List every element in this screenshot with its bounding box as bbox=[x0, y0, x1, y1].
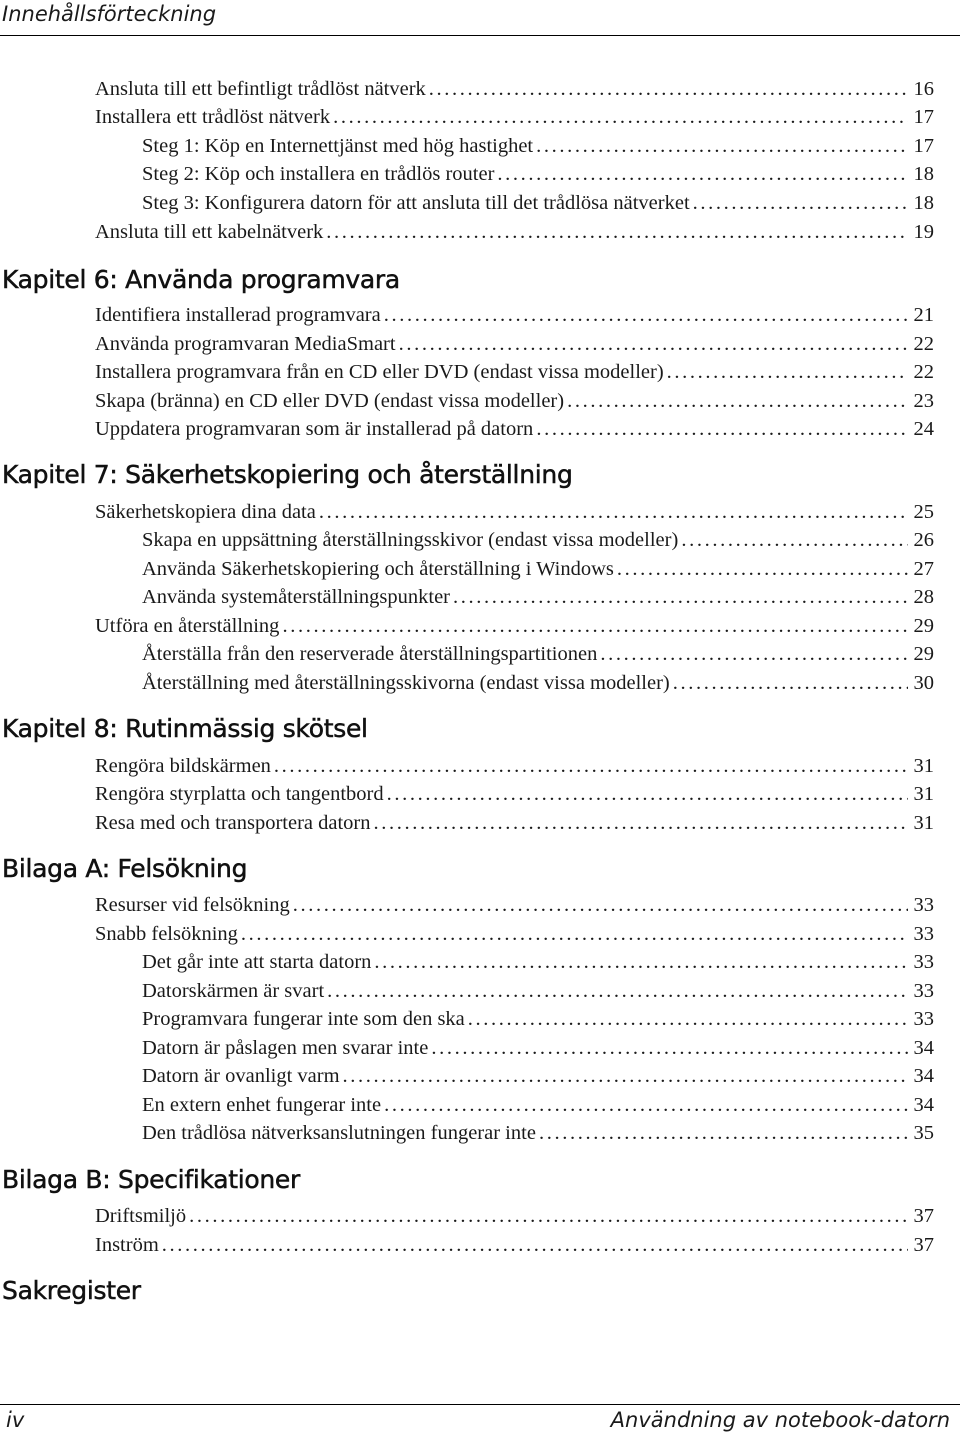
dot-leader bbox=[274, 753, 908, 779]
toc-entry-title: Säkerhetskopiera dina data bbox=[95, 501, 316, 523]
dot-leader bbox=[399, 331, 908, 357]
toc-page-number: 31 bbox=[913, 812, 934, 834]
dot-leader bbox=[468, 1006, 908, 1032]
toc-entry-datorskarmen-ar-svart[interactable] bbox=[142, 978, 934, 1004]
toc-page-number: 16 bbox=[913, 78, 934, 100]
dot-leader bbox=[693, 190, 908, 216]
toc-entry-rengora-bildskarmen[interactable] bbox=[95, 753, 934, 779]
toc-page-number: 34 bbox=[913, 1094, 934, 1116]
toc-page-number: 25 bbox=[913, 501, 934, 523]
dot-leader bbox=[673, 670, 908, 696]
dot-leader bbox=[497, 161, 907, 187]
dot-leader bbox=[387, 781, 908, 807]
toc-page-number: 23 bbox=[913, 390, 934, 412]
toc-page-number: 29 bbox=[913, 615, 934, 637]
toc-entry-title: Programvara fungerar inte som den ska bbox=[142, 1008, 465, 1030]
toc-page-number: 19 bbox=[913, 221, 934, 243]
toc-entry-title: Datorn är påslagen men svarar inte bbox=[142, 1037, 429, 1059]
toc-entry-programvara-fungerar-inte-som-den-ska[interactable] bbox=[142, 1006, 934, 1032]
toc-page-number: 27 bbox=[913, 558, 934, 580]
toc-page-number: 33 bbox=[913, 894, 934, 916]
toc-entry-title: Uppdatera programvaran som är installerad på datorn bbox=[95, 418, 534, 440]
dot-leader bbox=[681, 527, 907, 553]
toc-entry-uppdatera-programvaran-som-ar-installera[interactable] bbox=[95, 416, 934, 442]
toc-entry-det-gar-inte-att-starta-datorn[interactable] bbox=[142, 949, 934, 975]
dot-leader bbox=[536, 133, 907, 159]
toc-page-number: 33 bbox=[913, 923, 934, 945]
toc-page-number: 35 bbox=[913, 1122, 934, 1144]
toc-entry-installera-ett-tradlost-natverk[interactable] bbox=[95, 104, 934, 130]
toc-entry-title: Rengöra bildskärmen bbox=[95, 755, 271, 777]
toc-entry-resurser-vid-felsokning[interactable] bbox=[95, 892, 934, 918]
toc-entry-title: Ansluta till ett kabelnätverk bbox=[95, 221, 324, 243]
toc-entry-title: Ansluta till ett befintligt trådlöst nätverk bbox=[95, 78, 426, 100]
toc-page-number: 31 bbox=[913, 755, 934, 777]
toc-page-number: 21 bbox=[913, 304, 934, 326]
dot-leader bbox=[429, 76, 908, 102]
toc-entry-datorn-ar-paslagen-men-svarar-inte[interactable] bbox=[142, 1035, 934, 1061]
footer-document-title: Användning av notebook-datorn bbox=[610, 1408, 950, 1432]
footer-rule bbox=[0, 1404, 960, 1405]
toc-entry-aterstalla-fran-den-reserverade-aterstal[interactable] bbox=[142, 641, 934, 667]
toc-page-number: 33 bbox=[913, 951, 934, 973]
dot-leader bbox=[384, 1092, 907, 1118]
toc-page-number: 17 bbox=[913, 106, 934, 128]
header-rule bbox=[0, 35, 960, 36]
chapter-heading-bilaga-b-specifikationer[interactable]: Bilaga B: Specifikationer bbox=[2, 1165, 300, 1194]
toc-entry-title: Resa med och transportera datorn bbox=[95, 812, 371, 834]
dot-leader bbox=[539, 1120, 908, 1146]
dot-leader bbox=[374, 810, 908, 836]
toc-entry-den-tradlosa-natverksanslutningen-funger[interactable] bbox=[142, 1120, 934, 1146]
toc-entry-title: Återställning med återställningsskivorna (endast vissa modeller) bbox=[142, 672, 670, 694]
dot-leader bbox=[326, 219, 907, 245]
toc-page-number: 26 bbox=[913, 529, 934, 551]
toc-entry-skapa-branna-en-cd-eller-dvd-endast-viss[interactable] bbox=[95, 388, 934, 414]
toc-entry-title: Identifiera installerad programvara bbox=[95, 304, 381, 326]
toc-page-number: 17 bbox=[913, 135, 934, 157]
toc-entry-title: Använda Säkerhetskopiering och återställning i Windows bbox=[142, 558, 614, 580]
toc-entry-title: Skapa (bränna) en CD eller DVD (endast vissa modeller) bbox=[95, 390, 565, 412]
toc-entry-title: Snabb felsökning bbox=[95, 923, 238, 945]
dot-leader bbox=[189, 1203, 907, 1229]
dot-leader bbox=[431, 1035, 907, 1061]
toc-entry-title: Datorn är ovanligt varm bbox=[142, 1065, 340, 1087]
toc-entry-anvanda-sakerhetskopiering-och-aterstall[interactable] bbox=[142, 556, 934, 582]
toc-entry-title: Datorskärmen är svart bbox=[142, 980, 325, 1002]
toc-entry-title: Utföra en återställning bbox=[95, 615, 280, 637]
toc-entry-steg-2-kop-och-installera-en-tradlos-rou[interactable] bbox=[142, 161, 934, 187]
toc-page-number: 37 bbox=[913, 1234, 934, 1256]
dot-leader bbox=[536, 416, 907, 442]
toc-page-number: 33 bbox=[913, 980, 934, 1002]
dot-leader bbox=[384, 302, 908, 328]
toc-page-number: 34 bbox=[913, 1037, 934, 1059]
chapter-heading-bilaga-a-felsokning[interactable]: Bilaga A: Felsökning bbox=[2, 854, 248, 883]
toc-entry-utfora-en-aterstallning[interactable] bbox=[95, 613, 934, 639]
toc-page-number: 18 bbox=[913, 192, 934, 214]
toc-entry-title: Återställa från den reserverade återställningspartitionen bbox=[142, 643, 598, 665]
toc-page-number: 33 bbox=[913, 1008, 934, 1030]
toc-entry-anvanda-programvaran-mediasmart[interactable] bbox=[95, 331, 934, 357]
dot-leader bbox=[282, 613, 907, 639]
toc-entry-installera-programvara-fran-en-cd-eller-[interactable] bbox=[95, 359, 934, 385]
chapter-heading-kapitel-8-rutinmassig-skotsel[interactable]: Kapitel 8: Rutinmässig skötsel bbox=[2, 714, 368, 743]
toc-page-number: 28 bbox=[913, 586, 934, 608]
dot-leader bbox=[453, 584, 907, 610]
toc-page-number: 31 bbox=[913, 783, 934, 805]
footer-page-number: iv bbox=[6, 1408, 25, 1432]
toc-entry-datorn-ar-ovanligt-varm[interactable] bbox=[142, 1063, 934, 1089]
toc-entry-title: Resurser vid felsökning bbox=[95, 894, 290, 916]
toc-entry-sakerhetskopiera-dina-data[interactable] bbox=[95, 499, 934, 525]
chapter-heading-sakregister[interactable]: Sakregister bbox=[2, 1276, 141, 1305]
dot-leader bbox=[241, 921, 908, 947]
toc-entry-title: Använda systemåterställningspunkter bbox=[142, 586, 451, 608]
toc-entry-identifiera-installerad-programvara[interactable] bbox=[95, 302, 934, 328]
toc-page-number: 34 bbox=[913, 1065, 934, 1087]
toc-entry-title: Steg 2: Köp och installera en trådlös router bbox=[142, 163, 495, 185]
dot-leader bbox=[333, 104, 907, 130]
chapter-heading-kapitel-7-sakerhetskopiering-och-atersta[interactable]: Kapitel 7: Säkerhetskopiering och återställning bbox=[2, 460, 573, 489]
toc-page-number: 37 bbox=[913, 1205, 934, 1227]
toc-entry-title: Installera ett trådlöst nätverk bbox=[95, 106, 331, 128]
dot-leader bbox=[374, 949, 907, 975]
toc-entry-steg-1-kop-en-internettjanst-med-hog-has[interactable] bbox=[142, 133, 934, 159]
toc-entry-title: Rengöra styrplatta och tangentbord bbox=[95, 783, 384, 805]
toc-entry-en-extern-enhet-fungerar-inte[interactable] bbox=[142, 1092, 934, 1118]
dot-leader bbox=[617, 556, 908, 582]
toc-entry-instrom[interactable] bbox=[95, 1232, 934, 1258]
toc-page-number: 29 bbox=[913, 643, 934, 665]
toc-entry-title: Använda programvaran MediaSmart bbox=[95, 333, 396, 355]
toc-entry-driftsmiljo[interactable] bbox=[95, 1203, 934, 1229]
toc-entry-title: Den trådlösa nätverksanslutningen fungerar inte bbox=[142, 1122, 536, 1144]
toc-entry-title: Steg 1: Köp en Internettjänst med hög hastighet bbox=[142, 135, 534, 157]
toc-entry-anvanda-systematerstallningspunkter[interactable] bbox=[142, 584, 934, 610]
running-header-title: Innehållsförteckning bbox=[2, 2, 217, 26]
toc-entry-title: Skapa en uppsättning återställningsskivor (endast vissa modeller) bbox=[142, 529, 679, 551]
toc-entry-title: Installera programvara från en CD eller DVD (endast vissa modeller) bbox=[95, 361, 664, 383]
toc-entry-rengora-styrplatta-och-tangentbord[interactable] bbox=[95, 781, 934, 807]
toc-entry-title: Inström bbox=[95, 1234, 159, 1256]
dot-leader bbox=[162, 1232, 908, 1258]
toc-entry-snabb-felsokning[interactable] bbox=[95, 921, 934, 947]
toc-entry-title: Det går inte att starta datorn bbox=[142, 951, 372, 973]
toc-entry-ansluta-till-ett-kabelnatverk[interactable] bbox=[95, 219, 934, 245]
toc-entry-skapa-en-uppsattning-aterstallningsskivo[interactable] bbox=[142, 527, 934, 553]
dot-leader bbox=[327, 978, 907, 1004]
dot-leader bbox=[343, 1063, 908, 1089]
toc-entry-steg-3-konfigurera-datorn-for-att-anslut[interactable] bbox=[142, 190, 934, 216]
toc-entry-title: Steg 3: Konfigurera datorn för att ansluta till det trådlösa nätverket bbox=[142, 192, 690, 214]
dot-leader bbox=[319, 499, 908, 525]
toc-entry-aterstallning-med-aterstallningsskivorna[interactable] bbox=[142, 670, 934, 696]
chapter-heading-kapitel-6-anvanda-programvara[interactable]: Kapitel 6: Använda programvara bbox=[2, 265, 400, 294]
dot-leader bbox=[567, 388, 907, 414]
toc-page-number: 18 bbox=[913, 163, 934, 185]
toc-entry-ansluta-till-ett-befintligt-tradlost-nat[interactable] bbox=[95, 76, 934, 102]
toc-entry-title: Driftsmiljö bbox=[95, 1205, 187, 1227]
toc-page-number: 24 bbox=[913, 418, 934, 440]
toc-entry-resa-med-och-transportera-datorn[interactable] bbox=[95, 810, 934, 836]
dot-leader bbox=[600, 641, 907, 667]
dot-leader bbox=[293, 892, 908, 918]
toc-page-number: 22 bbox=[913, 333, 934, 355]
dot-leader bbox=[667, 359, 908, 385]
toc-page-number: 30 bbox=[913, 672, 934, 694]
toc-page-number: 22 bbox=[913, 361, 934, 383]
toc-entry-title: En extern enhet fungerar inte bbox=[142, 1094, 382, 1116]
